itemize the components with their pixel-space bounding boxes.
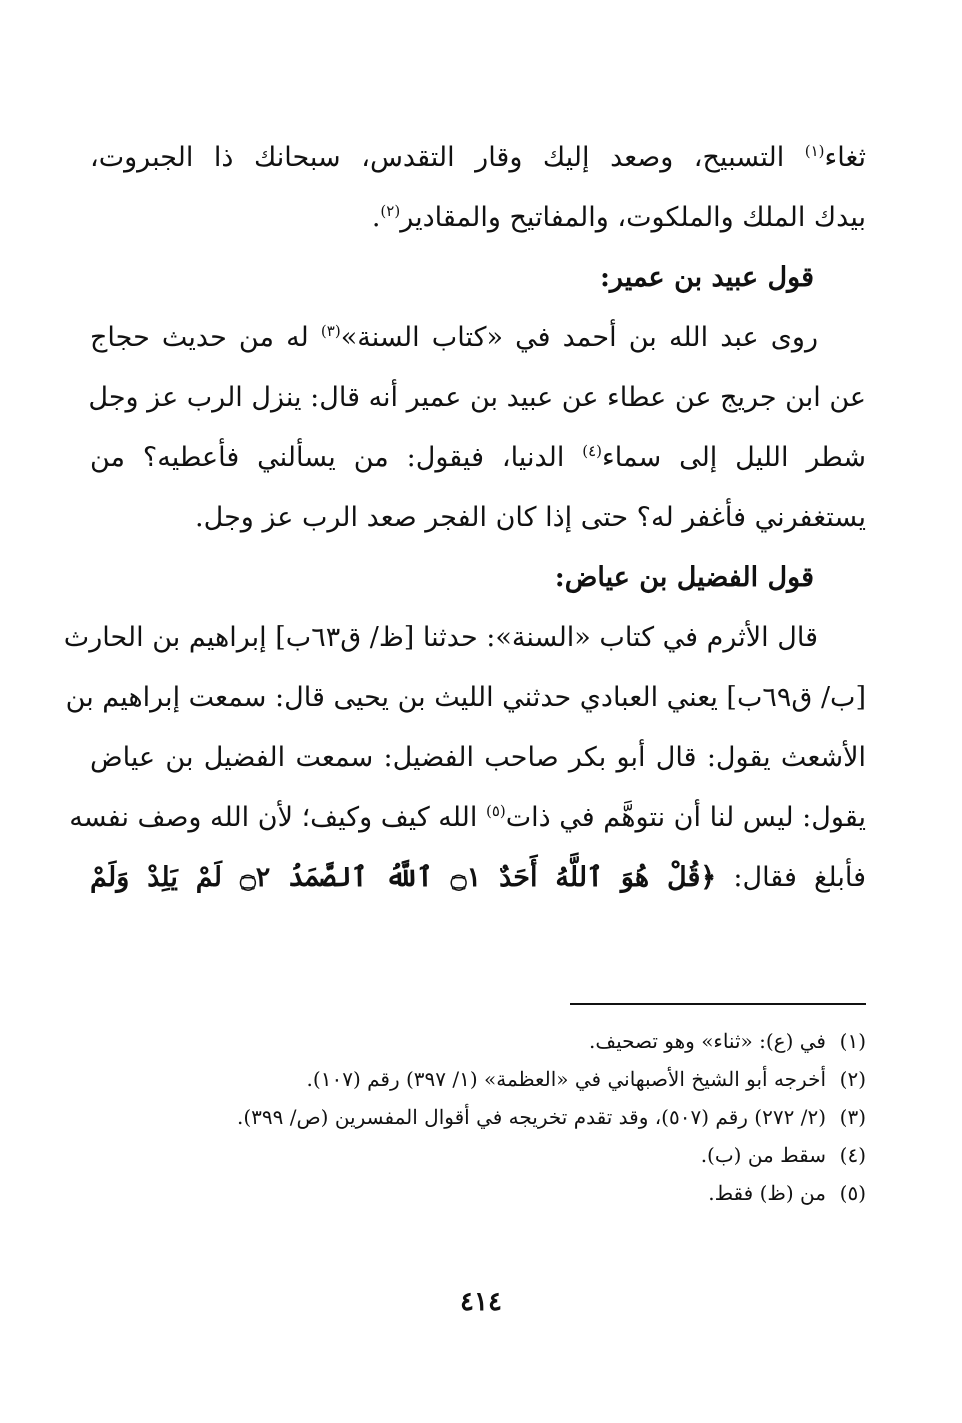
- footnote-number: (٥): [839, 1181, 866, 1205]
- footnote-ref[interactable]: (١): [804, 142, 825, 160]
- text-line: يستغفرني فأغفر له؟ حتى إذا كان الفجر صعد الرب عز وجل.: [195, 502, 866, 533]
- footnote-ref[interactable]: (٥): [485, 802, 506, 820]
- footnote-separator: [570, 1003, 866, 1005]
- footnote-item: [96, 1136, 866, 1174]
- footnote-number: (٢): [839, 1067, 866, 1091]
- footnote-ref[interactable]: (٤): [582, 442, 603, 460]
- text-line: بيدك الملك والملكوت، والمفاتيح والمقادير$^{(٢)}$.: [371, 202, 866, 233]
- footnote-text: في (ع): «ثناء» وهو تصحيف.: [589, 1029, 826, 1053]
- footnote-text: أخرجه أبو الشيخ الأصبهاني في «العظمة» (١/ ٣٩٧) رقم (١٠٧).: [306, 1067, 826, 1091]
- text-line: ثغاء$^{(١)}$ التسبيح، وصعد إليك وقار التقدس، سبحانك ذا الجبروت،: [90, 142, 866, 173]
- section-heading: قول الفضيل بن عياض:: [554, 562, 814, 593]
- page-number: ٤١٤: [460, 1287, 502, 1317]
- footnote-ref[interactable]: (٢): [380, 202, 401, 220]
- footnote-number: (٣): [839, 1105, 866, 1129]
- footnote-item: [96, 1060, 866, 1098]
- section-heading: قول عبيد بن عمير:: [599, 262, 814, 293]
- text-line: [ب/ ق٦٩ب] يعني العبادي حدثني الليث بن يحيى قال: سمعت إبراهيم بن: [65, 682, 866, 713]
- footnote-item: [96, 1022, 866, 1060]
- text-line: قال الأثرم في كتاب «السنة»: حدثنا [ظ/ ق٦٣ب] إبراهيم بن الحارث: [63, 622, 818, 653]
- text-line: عن ابن جريج عن عطاء عن عبيد بن عمير أنه قال: ينزل الرب عز وجل: [88, 382, 866, 413]
- footnote-number: (٤): [839, 1143, 866, 1167]
- text-line: الأشعث يقول: قال أبو بكر صاحب الفضيل: سمعت الفضيل بن عياض: [90, 742, 866, 773]
- footnote-text: (٢/ ٢٧٢) رقم (٥٠٧)، وقد تقدم تخريجه في أقوال المفسرين (ص/ ٣٩٩).: [236, 1105, 826, 1129]
- text-line: روى عبد الله بن أحمد في «كتاب السنة»$^{(٣)}$ له من حديث حجاج: [90, 322, 818, 353]
- main-text: [63, 128, 866, 908]
- text-line: يقول: ليس لنا أن نتوهَّم في ذات$^{(٥)}$ الله كيف وكيف؛ لأن الله وصف نفسه: [69, 802, 866, 833]
- text-line: شطر الليل إلى سماء$^{(٤)}$ الدنيا، فيقول: من يسألني فأعطيه؟ من: [90, 442, 866, 473]
- quran-verse: ﴿قُلْ هُوَ ٱللَّهُ أَحَدٌ ۝١ ٱللَّهُ ٱلصَّمَدُ ۝٢ لَمْ يَلِدْ وَلَمْ: [90, 862, 717, 893]
- footnote-text: من (ظ) فقط.: [708, 1181, 826, 1205]
- footnote-item: [96, 1098, 866, 1136]
- footnote-text: سقط من (ب).: [700, 1143, 826, 1167]
- footnote-ref[interactable]: (٣): [320, 322, 341, 340]
- footnote-item: [96, 1174, 866, 1212]
- footnote-number: (١): [839, 1029, 866, 1053]
- text-line: فأبلغ فقال: ﴿قُلْ هُوَ ٱللَّهُ أَحَدٌ ۝١ ٱللَّهُ ٱلصَّمَدُ ۝٢ لَمْ يَلِدْ وَلَمْ: [90, 862, 866, 893]
- footnotes: [96, 1022, 866, 1212]
